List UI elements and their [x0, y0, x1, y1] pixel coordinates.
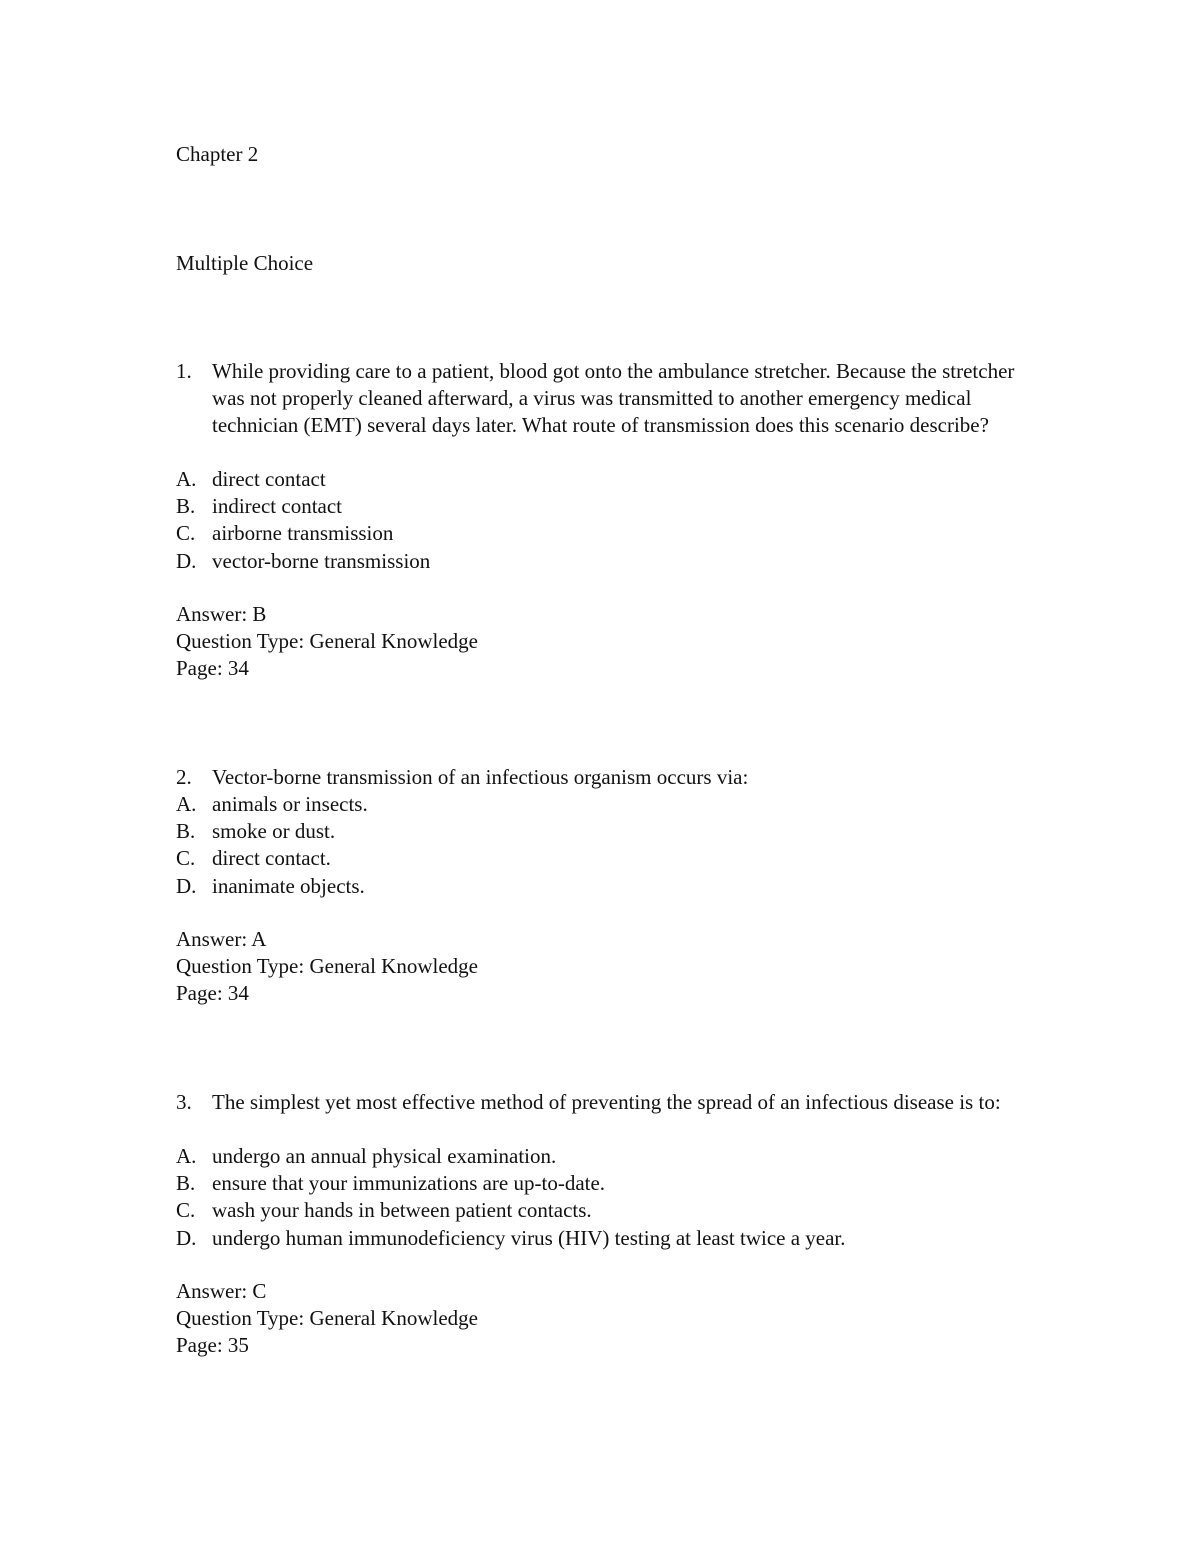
option-text: undergo an annual physical examination.	[212, 1144, 557, 1168]
question-1-stem	[176, 358, 1036, 439]
question-3-page: Page: 35	[176, 1333, 249, 1357]
question-number: 2.	[176, 765, 192, 789]
question-1-type: Question Type: General Knowledge	[176, 629, 478, 653]
option-text: ensure that your immunizations are up-to-date.	[212, 1171, 606, 1195]
option-letter: C.	[176, 521, 196, 545]
option-text: direct contact.	[212, 846, 331, 870]
option-text: inanimate objects.	[212, 874, 365, 898]
option-letter: A.	[176, 792, 197, 816]
question-2-page: Page: 34	[176, 981, 249, 1005]
option-text: smoke or dust.	[212, 819, 336, 843]
option-letter: D.	[176, 874, 197, 898]
option-letter: B.	[176, 494, 196, 518]
option-text: vector-borne transmission	[212, 549, 431, 573]
question-1-answer: Answer: B	[176, 602, 267, 626]
question-number: 3.	[176, 1090, 192, 1114]
option-letter: B.	[176, 1171, 196, 1195]
question-3-answer: Answer: C	[176, 1279, 267, 1303]
question-text: The simplest yet most effective method of preventing the spread of an infectious disease is to:	[212, 1090, 1001, 1114]
option-letter: D.	[176, 549, 197, 573]
option-text: animals or insects.	[212, 792, 368, 816]
option-text: direct contact	[212, 467, 326, 491]
option-text: wash your hands in between patient contacts.	[212, 1198, 592, 1222]
question-3-type: Question Type: General Knowledge	[176, 1306, 478, 1330]
option-text: airborne transmission	[212, 521, 394, 545]
section-title: Multiple Choice	[176, 251, 314, 275]
option-letter: D.	[176, 1226, 197, 1250]
question-3-stem	[176, 1089, 1036, 1116]
option-letter: C.	[176, 1198, 196, 1222]
option-text: undergo human immunodeficiency virus (HIV) testing at least twice a year.	[212, 1226, 846, 1250]
option-text: indirect contact	[212, 494, 343, 518]
chapter-title: Chapter 2	[176, 142, 259, 166]
question-2-stem	[176, 764, 1036, 791]
question-1-page: Page: 34	[176, 656, 249, 680]
option-letter: A.	[176, 467, 197, 491]
question-2-type: Question Type: General Knowledge	[176, 954, 478, 978]
question-text: While providing care to a patient, blood got onto the ambulance stretcher. Because the stretcher was not properly cleaned afterward, a virus was transmitted to another emergency medical technician (EMT) several days later. What route of transmission does this scenario describe?	[212, 359, 1015, 437]
option-letter: A.	[176, 1144, 197, 1168]
option-letter: C.	[176, 846, 196, 870]
question-2-answer: Answer: A	[176, 927, 267, 951]
option-letter: B.	[176, 819, 196, 843]
question-number: 1.	[176, 359, 192, 383]
question-text: Vector-borne transmission of an infectious organism occurs via:	[212, 765, 749, 789]
